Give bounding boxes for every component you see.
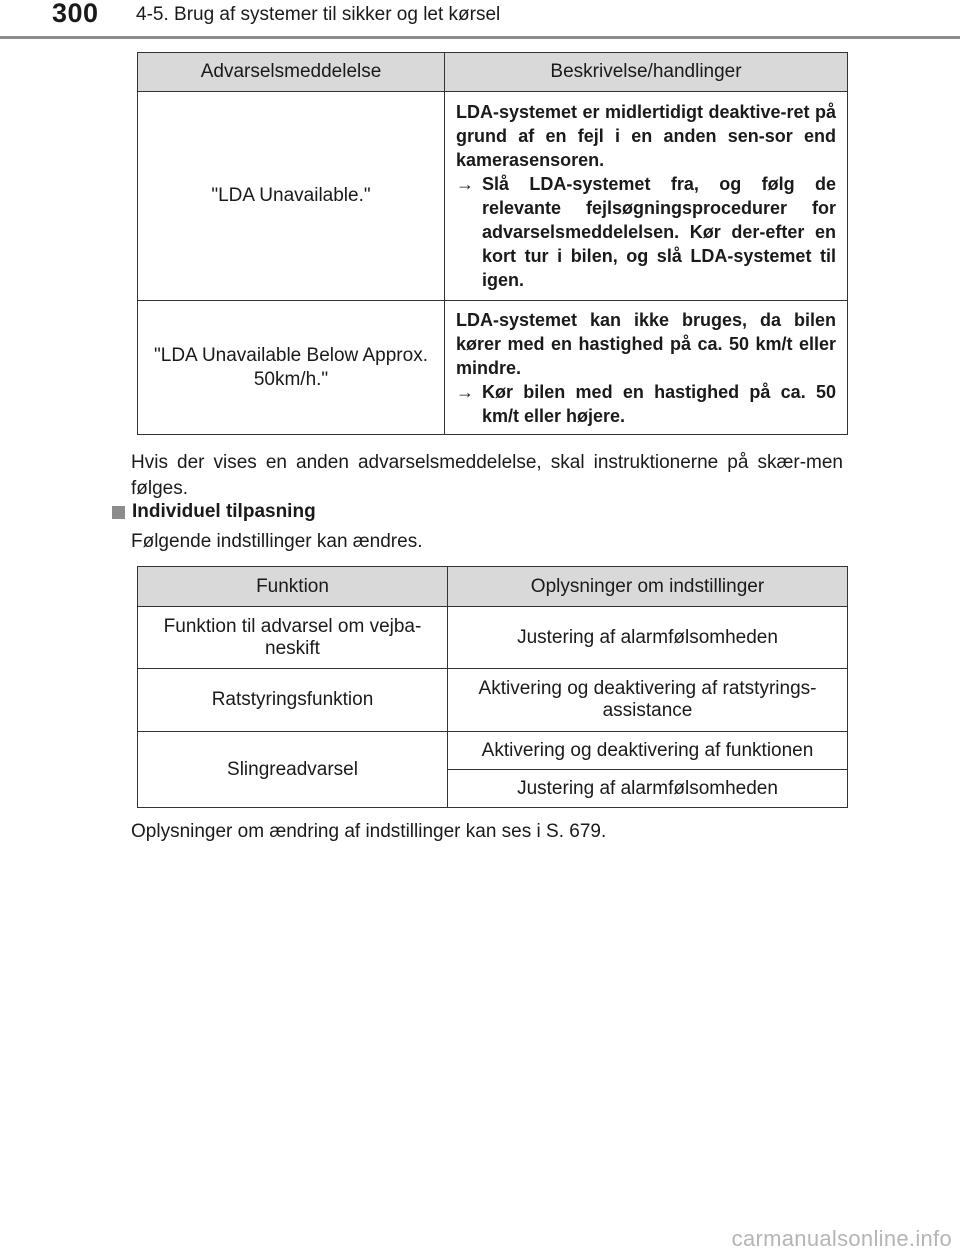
description-cell	[445, 301, 848, 435]
table-row	[138, 669, 848, 732]
column-header-settings: Oplysninger om indstillinger	[448, 567, 848, 607]
subheading-text: Individuel tilpasning	[132, 501, 316, 522]
settings-reference-paragraph: Oplysninger om ændring af indstillinger kan ses i S. 679.	[131, 821, 607, 842]
description-cell	[445, 92, 848, 301]
warning-message: "LDA Unavailable Below Approx. 50km/h."	[138, 301, 445, 435]
warning-message: "LDA Unavailable."	[138, 92, 445, 301]
table-header-row	[138, 53, 848, 92]
function-cell: Funktion til advarsel om vejba-neskift	[138, 607, 448, 669]
function-cell: Ratstyringsfunktion	[138, 669, 448, 732]
table-row	[138, 301, 848, 435]
square-bullet-icon	[112, 506, 125, 519]
page-number: 300	[52, 0, 99, 28]
watermark: carmanualsonline.info	[731, 1226, 952, 1251]
setting-cell: Aktivering og deaktivering af funktionen	[448, 732, 848, 770]
table-row	[138, 92, 848, 301]
arrow-right-icon: →	[456, 381, 474, 402]
function-cell: Slingreadvarsel	[138, 732, 448, 808]
table-row	[138, 732, 848, 770]
other-warning-paragraph: Hvis der vises en anden advarselsmeddelelse, skal instruktionerne på skær-men følges.	[131, 452, 843, 499]
setting-cell: Justering af alarmfølsomheden	[448, 607, 848, 669]
column-header-description: Beskrivelse/handlinger	[445, 53, 848, 92]
description-text: LDA-systemet kan ikke bruges, da bilen kører med en hastighed på ca. 50 km/t eller mindre.	[456, 309, 836, 378]
subheading	[112, 501, 316, 523]
setting-cell: Aktivering og deaktivering af ratstyrings-assistance	[448, 669, 848, 732]
header-rule	[0, 36, 960, 39]
action-step	[456, 380, 836, 428]
action-text: Slå LDA-systemet fra, og følg de relevante fejlsøgningsprocedurer for advarselsmeddelelsen. Kør der-efter en kort tur i bilen, og slå LDA-systemet til igen.	[482, 174, 836, 290]
customization-table	[137, 566, 848, 808]
action-step	[456, 172, 836, 292]
table-row	[138, 607, 848, 669]
action-text: Kør bilen med en hastighed på ca. 50 km/t eller højere.	[482, 381, 836, 426]
section-title: 4-5. Brug af systemer til sikker og let kørsel	[136, 4, 501, 25]
column-header-message: Advarselsmeddelelse	[138, 53, 445, 92]
setting-cell: Justering af alarmfølsomheden	[448, 770, 848, 808]
arrow-right-icon: →	[456, 174, 474, 194]
column-header-function: Funktion	[138, 567, 448, 607]
warning-messages-table	[137, 52, 848, 435]
table-header-row	[138, 567, 848, 607]
description-text: LDA-systemet er midlertidigt deaktive-ret på grund af en fejl i en anden sen-sor end kamerasensoren.	[456, 102, 836, 170]
settings-intro-paragraph: Følgende indstillinger kan ændres.	[131, 531, 423, 552]
